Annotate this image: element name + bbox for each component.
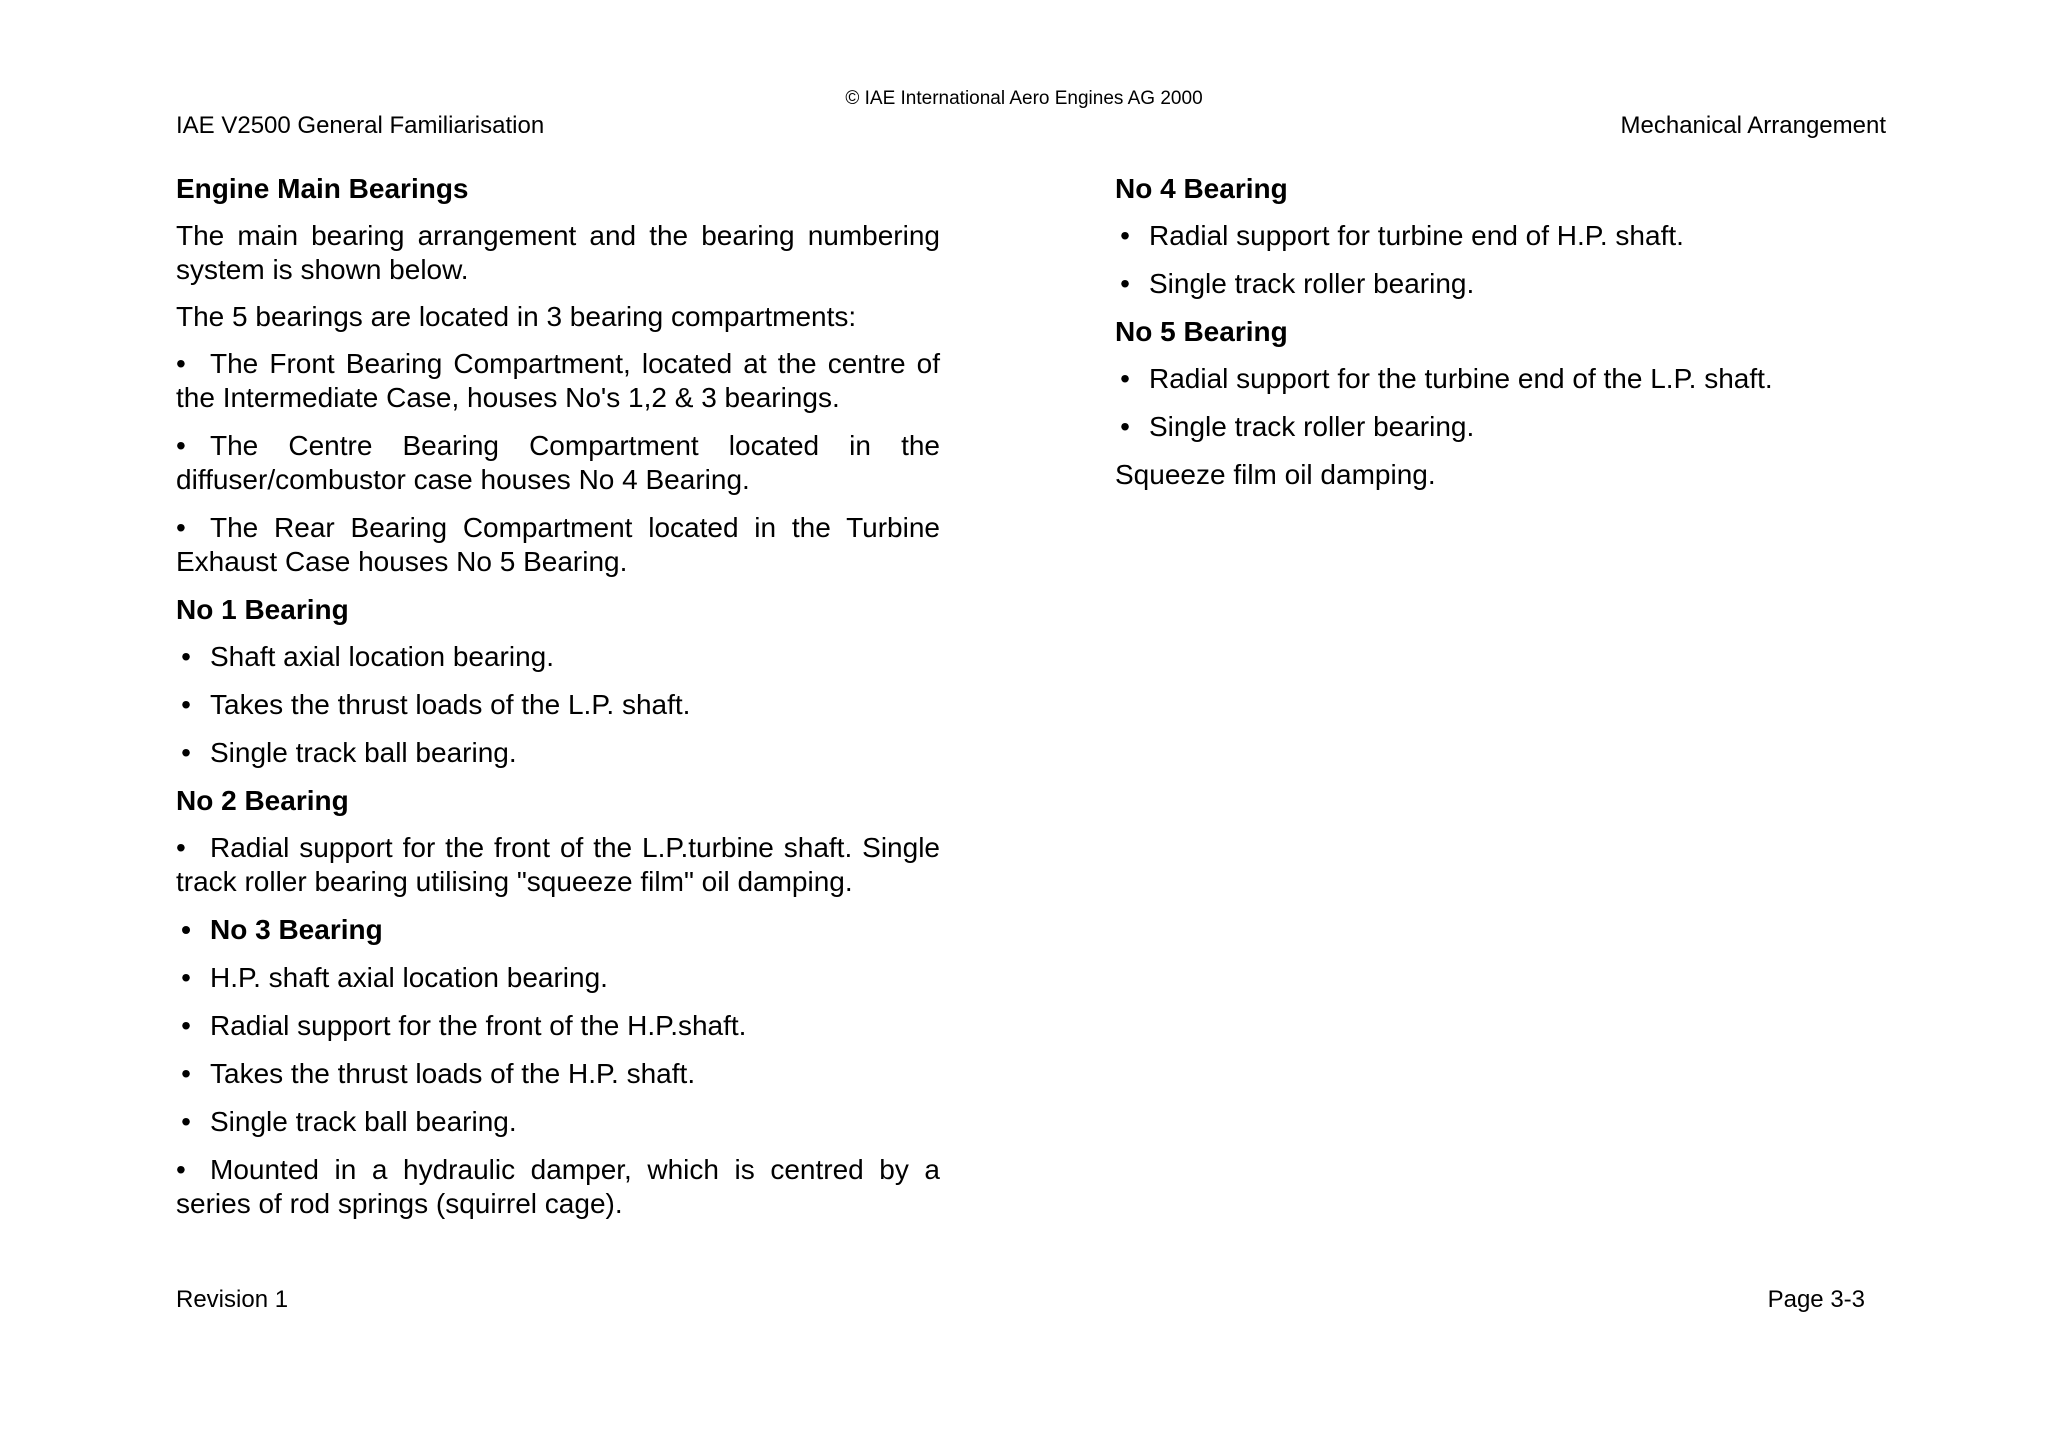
list-item-text: Takes the thrust loads of the L.P. shaft. — [210, 689, 691, 720]
list-item-text: Radial support for the turbine end of the L.P. shaft. — [1149, 363, 1773, 394]
bullet-icon: • — [1120, 411, 1130, 442]
compartment-item — [176, 511, 940, 579]
list-item-text: Shaft axial location bearing. — [210, 641, 554, 672]
list-item — [176, 1153, 940, 1221]
list-item-text: Takes the thrust loads of the H.P. shaft. — [210, 1058, 696, 1089]
list-item-text: Single track roller bearing. — [1149, 411, 1475, 442]
intro-paragraph-2: The 5 bearings are located in 3 bearing compartments: — [176, 301, 857, 332]
revision-label: Revision 1 — [176, 1286, 289, 1313]
left-column — [176, 172, 940, 1235]
bullet-icon: • — [181, 689, 191, 720]
list-item — [1115, 267, 1885, 301]
list-item-text: Single track ball bearing. — [210, 1106, 517, 1137]
list-item — [176, 688, 940, 722]
copyright-notice: © IAE International Aero Engines AG 2000 — [845, 88, 1203, 109]
list-item-text: Radial support for the front of the L.P.turbine shaft. Single track roller bearing utilising "squeeze film" oil damping. — [176, 832, 940, 897]
list-item — [176, 1105, 940, 1139]
bullet-icon: • — [176, 832, 186, 863]
bullet-icon: • — [176, 1154, 186, 1185]
heading-engine-main-bearings: Engine Main Bearings — [176, 173, 469, 204]
list-item-text: Single track ball bearing. — [210, 737, 517, 768]
list-item-heading — [176, 913, 940, 947]
list-item-text: Mounted in a hydraulic damper, which is centred by a series of rod springs (squirrel cage). — [176, 1154, 940, 1219]
list-item-text: Radial support for the front of the H.P.shaft. — [210, 1010, 747, 1041]
compartment-item — [176, 429, 940, 497]
bullet-icon: • — [176, 512, 186, 543]
list-item-text: H.P. shaft axial location bearing. — [210, 962, 608, 993]
heading-no5-bearing: No 5 Bearing — [1115, 316, 1288, 347]
bullet-icon: • — [181, 914, 191, 945]
list-item — [1115, 219, 1885, 253]
heading-no3-bearing: No 3 Bearing — [210, 914, 383, 945]
bullet-icon: • — [181, 641, 191, 672]
bullet-icon: • — [181, 962, 191, 993]
bullet-icon: • — [181, 1010, 191, 1041]
document-title: IAE V2500 General Familiarisation — [176, 112, 545, 139]
heading-no1-bearing: No 1 Bearing — [176, 594, 349, 625]
page-number: Page 3-3 — [1767, 1286, 1865, 1313]
bullet-icon: • — [176, 430, 186, 461]
no5-note: Squeeze film oil damping. — [1115, 459, 1436, 490]
list-item — [176, 1057, 940, 1091]
bullet-icon: • — [181, 737, 191, 768]
list-item-text: Radial support for turbine end of H.P. shaft. — [1149, 220, 1684, 251]
bullet-icon: • — [1120, 363, 1130, 394]
section-title: Mechanical Arrangement — [1620, 112, 1886, 139]
compartment-text: The Rear Bearing Compartment located in the Turbine Exhaust Case houses No 5 Bearing. — [176, 512, 940, 577]
list-item — [176, 961, 940, 995]
list-item-text: Single track roller bearing. — [1149, 268, 1475, 299]
intro-paragraph-1: The main bearing arrangement and the bearing numbering system is shown below. — [176, 220, 940, 285]
list-item — [176, 640, 940, 674]
compartment-item — [176, 347, 940, 415]
compartment-text: The Front Bearing Compartment, located at the centre of the Intermediate Case, houses No's 1,2 & 3 bearings. — [176, 348, 940, 413]
heading-no4-bearing: No 4 Bearing — [1115, 173, 1288, 204]
bullet-icon: • — [181, 1106, 191, 1137]
list-item — [176, 831, 940, 899]
bullet-icon: • — [1120, 220, 1130, 251]
list-item — [176, 1009, 940, 1043]
list-item — [1115, 410, 1885, 444]
bullet-icon: • — [176, 348, 186, 379]
bullet-icon: • — [1120, 268, 1130, 299]
list-item — [176, 736, 940, 770]
compartment-text: The Centre Bearing Compartment located in the diffuser/combustor case houses No 4 Bearing. — [176, 430, 940, 495]
bullet-icon: • — [181, 1058, 191, 1089]
heading-no2-bearing: No 2 Bearing — [176, 785, 349, 816]
right-column — [1115, 172, 1885, 505]
list-item — [1115, 362, 1885, 396]
